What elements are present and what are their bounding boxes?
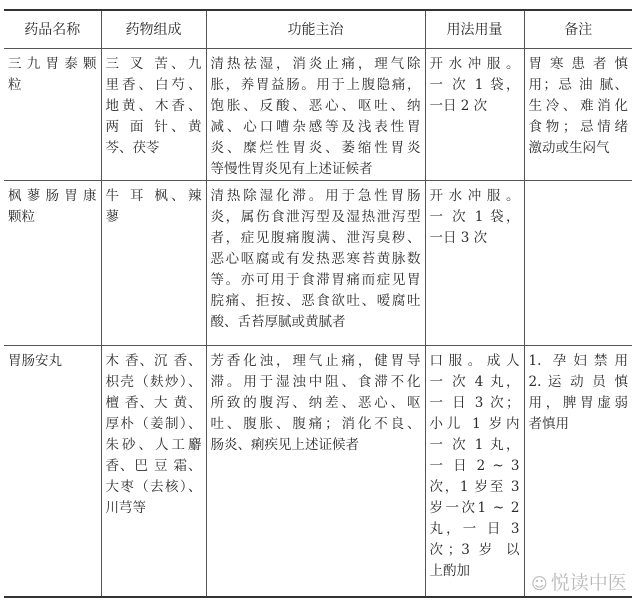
cell-line: 地黄、木香、 <box>105 97 202 114</box>
composition-cell <box>101 180 206 345</box>
cell-line: 1. 孕妇禁用 <box>528 352 628 369</box>
indications-cell <box>206 48 425 180</box>
cell-line: 枫蓼肠胃康 <box>8 187 97 204</box>
cell-line: 胃肠安丸 <box>8 352 62 369</box>
cell-line: 2. 运 动 员 慎 <box>528 373 628 390</box>
cell-line: 滞。用于湿浊中阻、食滞不化 <box>210 373 421 390</box>
cell-line: 减、心口嘈杂感等及浅表性胃 <box>210 118 421 135</box>
cell-line: 脘痛、拒按、恶食欲吐、嗳腐吐 <box>210 292 421 309</box>
cell-line: 芩、茯苓 <box>105 139 160 156</box>
cell-line: 胀，养胃益肠。用于上腹隐痛， <box>210 76 421 93</box>
cell-line: 檀 香、大 黄、 <box>105 394 202 411</box>
cell-line: 小儿 1 岁内 <box>429 415 520 432</box>
cell-line: 牛 耳 枫、辣 <box>105 187 202 204</box>
cell-line: 开水冲服。 <box>429 187 520 204</box>
cell-line: 者慎用 <box>528 415 569 432</box>
cell-line: 开水冲服。 <box>429 55 520 72</box>
table-row <box>4 48 632 180</box>
cell-line: 一日 3 次 <box>429 229 488 246</box>
header-indications: 功能主治 <box>206 10 425 48</box>
cell-line: 一 次 1 袋， <box>429 208 520 225</box>
cell-line: 一 次 1 袋， <box>429 76 520 93</box>
cell-line: 一 日 2 ~ 3 <box>429 457 520 474</box>
cell-line: 肠炎、痢疾见上述证候者 <box>210 436 359 453</box>
header-dosage: 用法用量 <box>425 10 524 48</box>
indications-cell <box>206 345 425 597</box>
cell-line: 颗粒 <box>8 208 35 225</box>
cell-line: 清热祛湿，消炎止痛，理气除 <box>210 55 421 72</box>
cell-line: 食物；忌情绪 <box>528 118 628 135</box>
cell-line: 两 面 针、黄 <box>105 118 202 135</box>
cell-line: 厚朴（姜制）、 <box>105 415 202 432</box>
cell-line: 一 次 4 丸， <box>429 373 520 390</box>
cell-line: 酸、舌苔厚腻或黄腻者 <box>210 313 346 330</box>
cell-line: 生冷、难消化 <box>528 97 628 114</box>
cell-line: 用，脾胃虚弱 <box>528 394 628 411</box>
header-row <box>4 10 632 48</box>
dosage-cell <box>425 48 524 180</box>
cell-line: 炎、糜烂性胃炎、萎缩性胃炎 <box>210 139 421 156</box>
cell-line: 三 叉 苦、九 <box>105 55 202 72</box>
cell-line: 一 日 3 次； <box>429 394 520 411</box>
cell-line: 蓼 <box>105 208 119 225</box>
notes-cell <box>524 345 632 597</box>
cell-line: 川芎等 <box>105 499 146 516</box>
table-row <box>4 180 632 345</box>
notes-cell <box>524 48 632 180</box>
cell-line: 木 香、沉 香、 <box>105 352 202 369</box>
cell-line: 用；忌 油 腻、 <box>528 76 628 93</box>
cell-line: 激动或生闷气 <box>528 139 610 156</box>
cell-line: 胃 寒 患 者 慎 <box>528 55 628 72</box>
cell-line: 者，症见腹痛腹满、泄泻臭秽、 <box>210 229 421 246</box>
cell-line: 一日 2 次 <box>429 97 488 114</box>
cell-line: 炎，属伤食泄泻型及湿热泄泻型 <box>210 208 421 225</box>
composition-cell <box>101 345 206 597</box>
dosage-cell <box>425 345 524 597</box>
wechat-icon: ☺ <box>531 574 548 593</box>
indications-cell <box>206 180 425 345</box>
drug-name-cell <box>4 180 101 345</box>
drug-name-cell <box>4 345 101 597</box>
cell-line: 所致的腹泻、纳差、恶心、呕 <box>210 394 421 411</box>
cell-line: 朱砂、人工麝 <box>105 436 202 453</box>
cell-line: 口服。成人 <box>429 352 520 369</box>
cell-line: 香、巴 豆 霜、 <box>105 457 202 474</box>
header-composition: 药物组成 <box>101 10 206 48</box>
cell-line: 清热除湿化滞。用于急性胃肠 <box>210 187 421 204</box>
cell-line: 里香、白芍、 <box>105 76 202 93</box>
cell-line: 上酌加 <box>429 562 470 579</box>
dosage-cell <box>425 180 524 345</box>
cell-line: 恶心呕腐或有发热恶寒苔黄脉数 <box>210 250 421 267</box>
notes-cell <box>524 180 632 345</box>
cell-line: 粒 <box>8 76 22 93</box>
cell-line: 芳香化浊，理气止痛，健胃导 <box>210 352 421 369</box>
cell-line: 岁一次1 ~ 2 <box>429 499 520 516</box>
header-drug-name: 药品名称 <box>4 10 101 48</box>
cell-line: 次；3 岁 以 <box>429 541 520 558</box>
drug-table <box>4 9 632 598</box>
cell-line: 丸，一 日 3 <box>429 520 520 537</box>
cell-line: 吐、腹胀、腹痛；消化不良、 <box>210 415 421 432</box>
watermark-text: 悦读中医 <box>550 572 627 594</box>
cell-line: 等慢性胃炎见有上述证候者 <box>210 160 373 177</box>
cell-line: 一 次 1 丸， <box>429 436 520 453</box>
drug-name-cell <box>4 48 101 180</box>
cell-line: 枳壳（麸炒）、 <box>105 373 202 390</box>
table-row <box>4 345 632 597</box>
cell-line: 大枣（去核）、 <box>105 478 202 495</box>
cell-line: 等。亦可用于食滞胃痛而症见胃 <box>210 271 421 288</box>
watermark <box>531 568 627 595</box>
header-notes: 备注 <box>524 10 632 48</box>
composition-cell <box>101 48 206 180</box>
cell-line: 三九胃泰颗 <box>8 55 97 72</box>
cell-line: 饱胀、反酸、恶心、呕吐、纳 <box>210 97 421 114</box>
cell-line: 次，1 岁至 3 <box>429 478 520 495</box>
